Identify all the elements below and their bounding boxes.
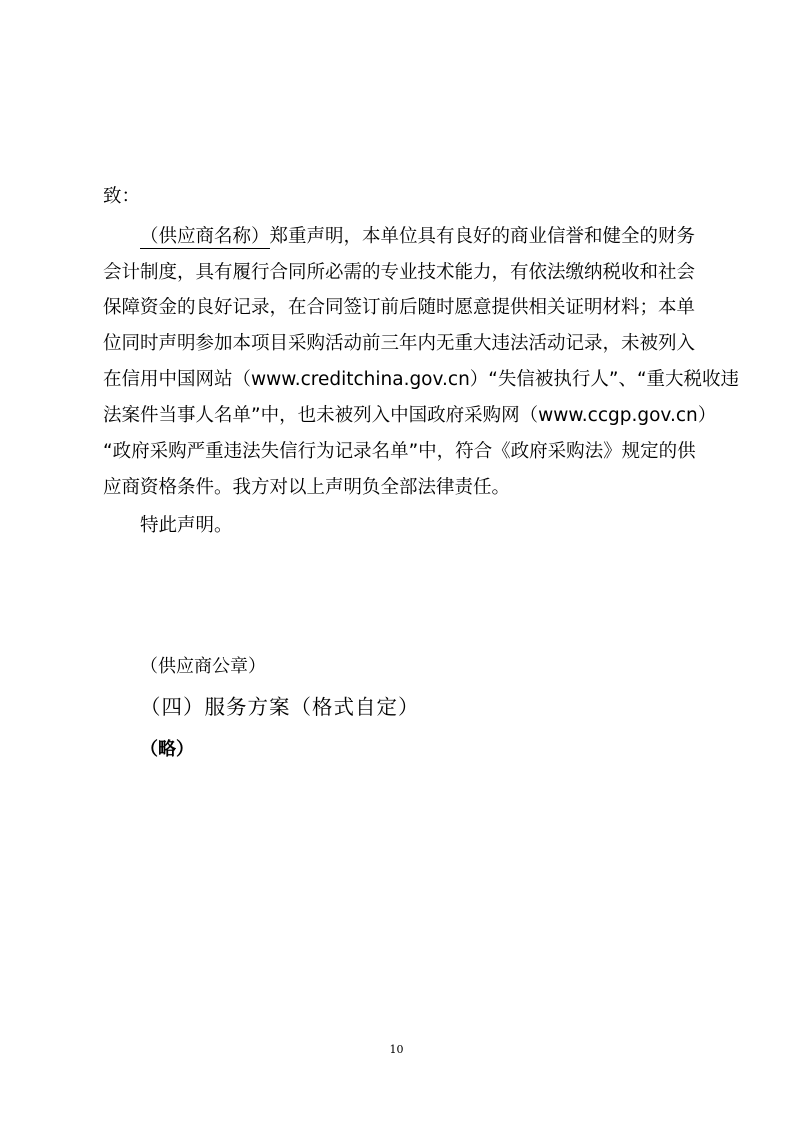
closing-statement: 特此声明。: [140, 515, 233, 536]
salutation: 致：: [103, 186, 141, 207]
declaration-line-1: [140, 225, 696, 249]
omitted-note: （略）: [140, 739, 194, 760]
supplier-stamp-label: （供应商公章）: [140, 656, 266, 677]
declaration-line-6: 法案件当事人名单”中，也未被列入中国政府采购网（www.ccgp.gov.cn）: [103, 405, 717, 426]
section-title: （四）服务方案（格式自定）: [140, 695, 420, 719]
declaration-line-2: 会计制度，具有履行合同所必需的专业技术能力，有依法缴纳税收和社会: [103, 262, 696, 283]
declaration-line-7: “政府采购严重违法失信行为记录名单”中，符合《政府采购法》规定的供: [103, 441, 696, 462]
page-number: 10: [389, 1043, 404, 1056]
supplier-name-placeholder: （供应商名称）: [140, 226, 270, 247]
declaration-line-5: 在信用中国网站（www.creditchina.gov.cn）“失信被执行人”、“重大税收违: [103, 369, 740, 390]
declaration-line-4: 位同时声明参加本项目采购活动前三年内无重大违法活动记录，未被列入: [103, 333, 696, 354]
declaration-line-3: 保障资金的良好记录，在合同签订前后随时愿意提供相关证明材料；本单: [103, 297, 696, 318]
declaration-text: 郑重声明，本单位具有良好的商业信誉和健全的财务: [269, 226, 696, 247]
declaration-line-8: 应商资格条件。我方对以上声明负全部法律责任。: [103, 477, 511, 498]
